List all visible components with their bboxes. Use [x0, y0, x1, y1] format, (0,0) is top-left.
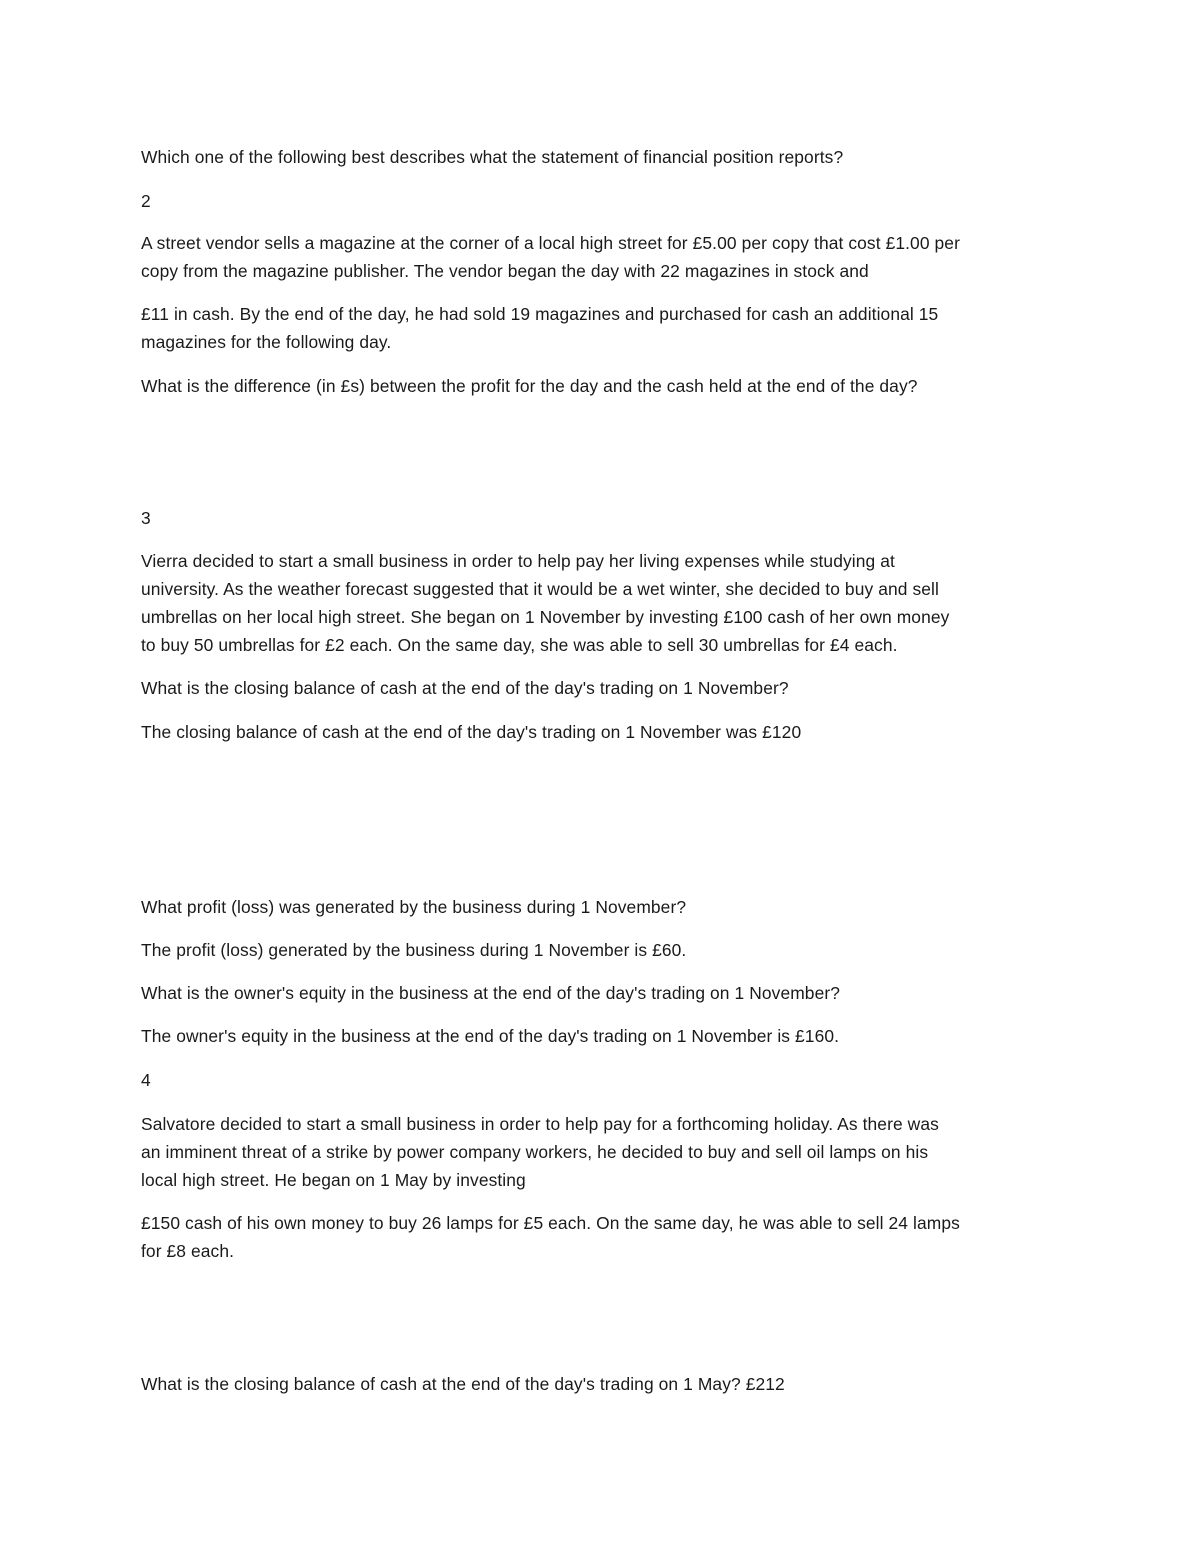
- q3-question-profit: What profit (loss) was generated by the business during 1 November?: [141, 897, 687, 917]
- q2-stem-line-2: copy from the magazine publisher. The vendor began the day with 22 magazines in stock and: [141, 261, 869, 281]
- q3-answer-equity: The owner's equity in the business at the end of the day's trading on 1 November is £160.: [141, 1026, 840, 1046]
- q4-number: 4: [141, 1070, 151, 1090]
- q3-answer-profit: The profit (loss) generated by the business during 1 November is £60.: [141, 940, 687, 960]
- q4-stem-line-5: for £8 each.: [141, 1241, 235, 1261]
- q3-stem-line-3: umbrellas on her local high street. She began on 1 November by investing £100 cash of her own money: [141, 607, 950, 627]
- q2-number: 2: [141, 191, 151, 211]
- q2-stem-line-3: £11 in cash. By the end of the day, he had sold 19 magazines and purchased for cash an additional 15: [141, 304, 939, 324]
- q4-question-cash: What is the closing balance of cash at the end of the day's trading on 1 May? £212: [141, 1374, 785, 1394]
- q4-stem-line-2: an imminent threat of a strike by power company workers, he decided to buy and sell oil lamps on his: [141, 1142, 929, 1162]
- q2-question: What is the difference (in £s) between the profit for the day and the cash held at the end of the day?: [141, 376, 918, 396]
- q3-question-equity: What is the owner's equity in the business at the end of the day's trading on 1 November?: [141, 983, 841, 1003]
- q4-stem-line-4: £150 cash of his own money to buy 26 lamps for £5 each. On the same day, he was able to sell 24 lamps: [141, 1213, 960, 1233]
- q1-question: Which one of the following best describes what the statement of financial position reports?: [141, 147, 844, 167]
- q3-stem-line-1: Vierra decided to start a small business in order to help pay her living expenses while studying at: [141, 551, 895, 571]
- q3-answer-cash: The closing balance of cash at the end of the day's trading on 1 November was £120: [141, 722, 802, 742]
- q3-question-cash: What is the closing balance of cash at the end of the day's trading on 1 November?: [141, 678, 789, 698]
- q4-stem-line-3: local high street. He began on 1 May by investing: [141, 1170, 526, 1190]
- q3-stem-line-4: to buy 50 umbrellas for £2 each. On the same day, she was able to sell 30 umbrellas for £4 each.: [141, 635, 898, 655]
- q4-stem-line-1: Salvatore decided to start a small business in order to help pay for a forthcoming holiday. As there was: [141, 1114, 939, 1134]
- q3-number: 3: [141, 508, 151, 528]
- q2-stem-line-1: A street vendor sells a magazine at the corner of a local high street for £5.00 per copy that cost £1.00 per: [141, 233, 960, 253]
- q3-stem-line-2: university. As the weather forecast suggested that it would be a wet winter, she decided to buy and sell: [141, 579, 939, 599]
- q2-stem-line-4: magazines for the following day.: [141, 332, 392, 352]
